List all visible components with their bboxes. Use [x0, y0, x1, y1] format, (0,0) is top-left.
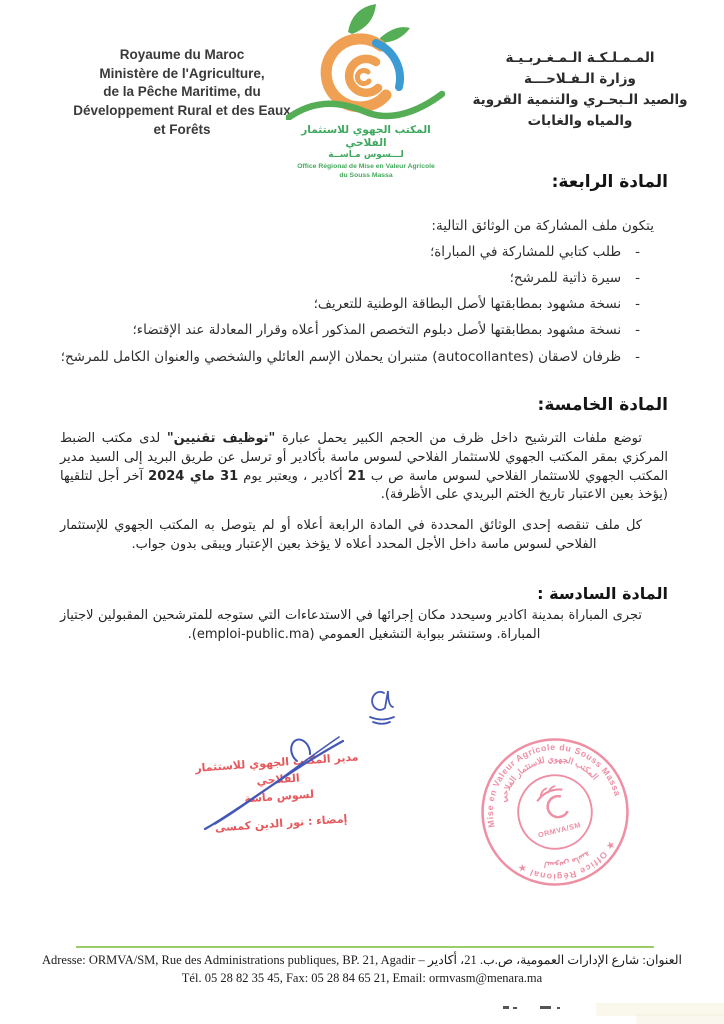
handwritten-initial-icon: [352, 683, 404, 731]
stamp-crescent-icon: [545, 794, 568, 819]
article6-title: المادة السادسة :: [537, 584, 668, 603]
list-dash: -: [635, 244, 640, 260]
stamp-french-top-text: Mise en Valeur Agricole du Souss Massa: [485, 741, 623, 829]
logo-french-line: du Souss Massa: [339, 172, 393, 180]
red-stamp-line: مدير المكتب الجهوي للاستثمار الفلاحي: [194, 750, 359, 788]
ministry-header-arabic: [452, 48, 708, 132]
stamp-french-bottom-text: ★ Office Régional ★: [515, 839, 618, 883]
header-line: والصيد الـبحـري والتنمية القروية: [472, 91, 688, 108]
pen-signature-icon: [193, 731, 398, 871]
round-office-stamp: [453, 710, 657, 914]
header-line: de la Pêche Maritime, du: [103, 84, 261, 100]
leaf-icon: [380, 27, 410, 43]
article5-paragraph2: كل ملف تنقصه إحدى الوثائق المحددة في المادة الرابعة أعلاه أو لم يتوصل به المكتب الجهوي للإستثمار الفلاحي لسوس ماسة داخل الأجل المحدد أعلاه لا يؤخذ بعين الإعتبار ويبقى بدون جواب.: [60, 518, 642, 552]
logo-arabic-name: المكتب الجهوي للاستثمار الفلاحي: [301, 124, 431, 150]
orange-swirl-core-icon: [357, 71, 369, 84]
list-item: [56, 243, 640, 262]
list-dash: -: [635, 322, 640, 339]
logo-arabic-region: لـــسوس مـاســة: [328, 150, 404, 161]
scan-stain: [636, 1014, 724, 1024]
red-stamp-signature-name: إمضاء : نور الدين كمسى: [214, 812, 348, 835]
stamp-arabic-top-text: المكتب الجهوي للاستثمار الفلاحي: [497, 753, 601, 804]
para-text: أكادير ، ويعتبر يوم: [238, 468, 348, 484]
stamp-inner-ring: [510, 767, 599, 856]
logo-french-line: Office Régional de Mise en Valeur Agricole: [297, 162, 435, 170]
header-line: Royaume du Maroc: [119, 47, 245, 62]
scan-speck: [513, 1007, 517, 1009]
logo-french-name: [286, 162, 446, 180]
leaf-icon: [348, 4, 376, 34]
footer-divider: [76, 946, 654, 948]
article4-title: المادة الرابعة:: [551, 172, 668, 192]
header-line: Ministère de l'Agriculture,: [99, 65, 265, 81]
header-line: المـمـلـكـة الـمـغـربـيـة: [505, 50, 655, 66]
article6-paragraph: تجرى المباراة بمدينة اكادير وسيحدد مكان إجرائها في الاستدعاءات التي ستوجه للمترشحين المقبولين لاجتياز المباراة. وستنشر ببوابة التشغيل العمومي (emploi-public.ma).: [60, 608, 642, 642]
po-box-number: 21: [347, 468, 366, 484]
list-item-text: طلب كتابي للمشاركة في المباراة؛: [429, 244, 622, 260]
list-item: [56, 348, 640, 367]
header-line: والمياه والغابات: [527, 112, 633, 129]
footer-phone-line: Tél. 05 28 82 35 45, Fax: 05 28 84 65 21, Email: ormvasm@menara.ma: [181, 971, 543, 986]
para-text: آخر أجل لتلقيها (يؤخذ بعين الاعتبار تاريخ الختم البريدي على الأظرفة).: [60, 468, 668, 503]
para-text: توضع ملفات الترشيح داخل ظرف من الحجم الكبير يحمل عبارة: [275, 431, 642, 446]
list-item: [56, 321, 640, 340]
list-dash: -: [635, 270, 640, 287]
header-line: et Forêts: [153, 121, 211, 137]
list-item-text: نسخة مشهود بمطابقتها لأصل البطاقة الوطنية للتعريف؛: [313, 296, 622, 313]
stamp-arabic-bottom-text: لسوس ماسة: [543, 849, 593, 871]
list-item: [56, 269, 640, 288]
ormva-logo: [286, 2, 446, 180]
list-item-text: نسخة مشهود بمطابقتها لأصل دبلوم التخصص المذكور أعلاه وقرار المعادلة عند الإقتضاء؛: [132, 322, 622, 339]
list-item-text: ظرفان لاصقان (autocollantes) متنبران يحملان الإسم العائلي والشخصي والعنوان الكامل للمرشح؛: [60, 348, 622, 365]
ormva-logo-icon: [286, 2, 446, 120]
stamp-center-text: ORMVA/SM: [537, 820, 582, 840]
scan-speck: [503, 1006, 509, 1009]
list-item: [56, 295, 640, 314]
para-text: لدى مكتب الضبط المركزي بمقر المكتب الجهوي للاستثمار الفلاحي لسوس ماسة بأكادير أو ترسل عن طريق البريد إلى السيد مدير المكتب الجهوي للاستثمار الفلاحي لسوس ماسة ص ب: [60, 431, 669, 484]
list-dash: -: [635, 348, 640, 365]
scan-speck: [557, 1007, 560, 1009]
header-line: وزارة الـفـلاحـــة: [524, 70, 636, 87]
orange-swirl-inner-icon: [349, 59, 378, 93]
scan-speck: [540, 1006, 551, 1009]
header-line: Développement Rural et des Eaux: [73, 102, 291, 118]
article4-intro: يتكون ملف المشاركة من الوثائق التالية:: [431, 218, 654, 234]
article5-paragraph1: [60, 430, 668, 505]
list-dash: -: [635, 296, 640, 313]
deadline-date: 31 ماي 2024: [148, 468, 239, 484]
quoted-phrase: "توظيف تقنيين": [166, 431, 276, 446]
article4-document-list: [56, 243, 640, 374]
ministry-header-french: [62, 46, 302, 139]
footer-contact-block: [40, 951, 684, 987]
list-item-text: سيرة ذاتية للمرشح؛: [509, 270, 622, 287]
red-stamp-line: لسوس ماسة: [244, 787, 315, 806]
article5-title: المادة الخامسة:: [537, 395, 668, 415]
footer-address-line: Adresse: ORMVA/SM, Rue des Administrations publiques, BP. 21, Agadir – العنوان: شارع الإدارات العمومية، ص.ب. 21، أكادير: [41, 953, 683, 967]
